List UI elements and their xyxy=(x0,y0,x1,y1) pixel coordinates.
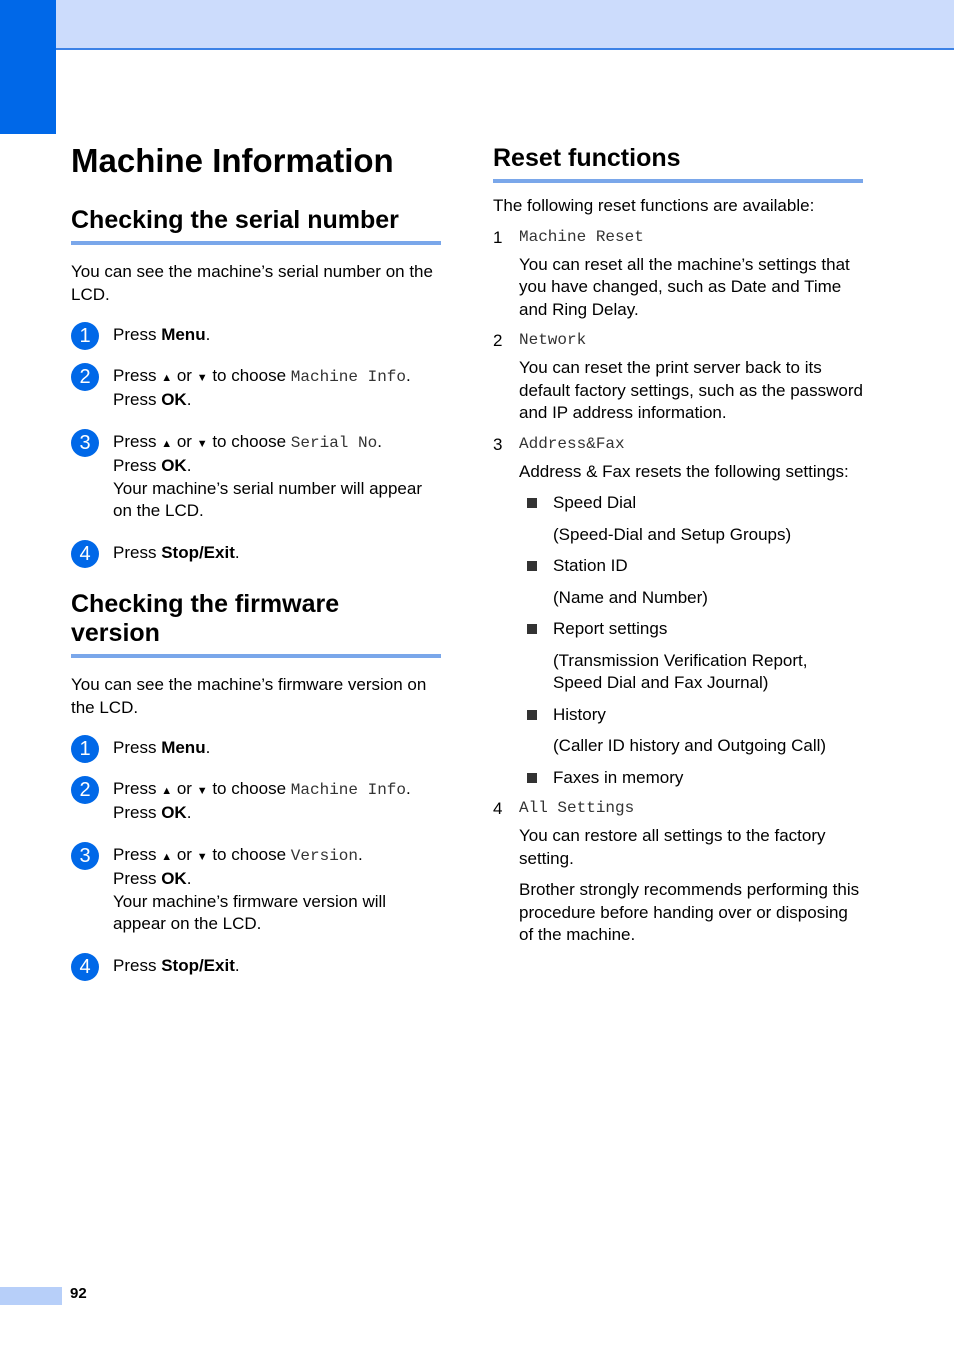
left-column xyxy=(71,140,441,977)
heading-rule xyxy=(71,654,441,658)
reset-item-3-desc: Address & Fax resets the following settings: xyxy=(519,461,849,481)
step-number-icon: 4 xyxy=(71,540,99,568)
bullet-faxes-in-memory: Faxes in memory xyxy=(527,767,863,790)
firmware-step-2: 2 Press ▲ or ▼ to choose Machine Info. Press OK. xyxy=(71,778,441,825)
bullet-history: History xyxy=(527,704,863,727)
step-number-icon: 3 xyxy=(71,842,99,870)
firmware-step-1: 1 Press Menu. xyxy=(71,737,441,760)
step-number-icon: 4 xyxy=(71,953,99,981)
serial-step-1: 1 Press Menu. xyxy=(71,324,441,347)
serial-step-3: 3 Press ▲ or ▼ to choose Serial No. Press OK. Your machine’s serial number will appear on the LCD. xyxy=(71,431,441,523)
square-bullet-icon xyxy=(527,561,537,571)
bullet-station-id-desc: (Name and Number) xyxy=(553,587,708,607)
step-number-icon: 2 xyxy=(71,776,99,804)
serial-step-2: 2 Press ▲ or ▼ to choose Machine Info. Press OK. xyxy=(71,365,441,412)
down-arrow-icon: ▼ xyxy=(196,784,208,797)
reset-item-1: 1 Machine Reset xyxy=(493,227,644,247)
up-arrow-icon: ▲ xyxy=(161,784,173,797)
bullet-report-settings-desc: (Transmission Verification Report, Speed Dial and Fax Journal) xyxy=(553,650,808,692)
bullet-history-desc: (Caller ID history and Outgoing Call) xyxy=(553,736,827,755)
square-bullet-icon xyxy=(527,498,537,508)
page-number: 92 xyxy=(70,1285,87,1302)
reset-item-2: 2 Network xyxy=(493,331,587,350)
square-bullet-icon xyxy=(527,773,537,783)
reset-item-1-desc: You can reset all the machine’s settings that you have changed, such as Date and Time and Ring Delay. xyxy=(519,254,850,319)
up-arrow-icon: ▲ xyxy=(161,850,173,863)
reset-item-4-desc: You can restore all settings to the factory setting. xyxy=(519,826,826,868)
footer-band xyxy=(0,1287,62,1305)
chapter-tab xyxy=(0,0,56,134)
bullet-speed-dial-desc: (Speed-Dial and Setup Groups) xyxy=(553,524,792,544)
down-arrow-icon: ▼ xyxy=(196,850,208,863)
firmware-step-3: 3 Press ▲ or ▼ to choose Version. Press OK. Your machine’s firmware version will appear on the LCD. xyxy=(71,844,441,936)
firmware-heading: Checking the firmware version xyxy=(71,590,340,647)
square-bullet-icon xyxy=(527,710,537,720)
reset-item-2-desc: You can reset the print server back to its default factory settings, such as the password and IP address information. xyxy=(519,358,863,422)
down-arrow-icon: ▼ xyxy=(196,371,208,384)
serial-heading: Checking the serial number xyxy=(71,206,441,245)
up-arrow-icon: ▲ xyxy=(161,371,173,384)
reset-item-4: 4 All Settings xyxy=(493,799,635,818)
bullet-speed-dial: Speed Dial xyxy=(527,492,863,515)
bullet-station-id: Station ID xyxy=(527,555,863,578)
right-column xyxy=(493,140,863,947)
down-arrow-icon: ▼ xyxy=(196,437,208,450)
step-number-icon: 1 xyxy=(71,322,99,350)
reset-item-3: 3 Address&Fax xyxy=(493,434,625,454)
square-bullet-icon xyxy=(527,624,537,634)
page-title: Machine Information xyxy=(71,142,394,179)
step-number-icon: 2 xyxy=(71,363,99,391)
serial-intro: You can see the machine’s serial number on the LCD. xyxy=(71,262,433,304)
reset-item-4-note: Brother strongly recommends performing this procedure before handing over or disposing of the machine. xyxy=(519,880,860,944)
step-number-icon: 1 xyxy=(71,735,99,763)
step-number-icon: 3 xyxy=(71,429,99,457)
serial-step-4: 4 Press Stop/Exit. xyxy=(71,542,441,565)
header-band xyxy=(0,0,954,50)
reset-intro: The following reset functions are available: xyxy=(493,196,815,215)
bullet-report-settings: Report settings xyxy=(527,618,863,641)
reset-heading: Reset functions xyxy=(493,144,863,183)
firmware-step-4: 4 Press Stop/Exit. xyxy=(71,955,441,978)
up-arrow-icon: ▲ xyxy=(161,437,173,450)
firmware-intro: You can see the machine’s firmware version on the LCD. xyxy=(71,675,427,717)
